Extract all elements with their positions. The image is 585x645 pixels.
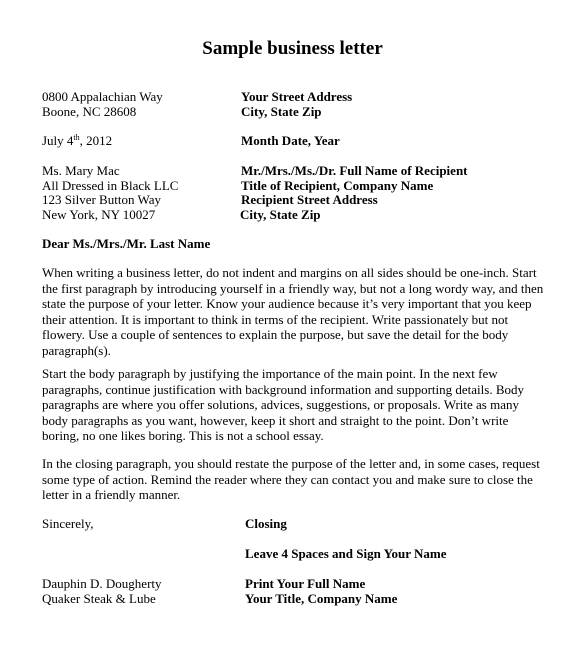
body-paragraph-2 bbox=[42, 366, 547, 444]
signature-hint: Leave 4 Spaces and Sign Your Name bbox=[245, 546, 447, 561]
recipient-street: 123 Silver Button Way bbox=[42, 192, 161, 207]
paragraph-line: paragraph(s). bbox=[42, 342, 111, 358]
closing-hint: Closing bbox=[245, 516, 287, 531]
paragraph-line: In the closing paragraph, you should restate the purpose of the letter and, in some cases, request bbox=[42, 456, 540, 471]
date-prefix: July 4 bbox=[42, 133, 74, 148]
date-suffix: th bbox=[73, 133, 80, 142]
date-year: , 2012 bbox=[79, 133, 113, 148]
recipient-company: All Dressed in Black LLC bbox=[42, 178, 179, 193]
recipient-city: New York, NY 10027 bbox=[42, 207, 156, 222]
paragraph-line: their attention. It is important to think in terms of the recipient. Write passionately but not bbox=[42, 311, 509, 327]
recipient-street-hint: Recipient Street Address bbox=[241, 192, 378, 207]
date-hint: Month Date, Year bbox=[241, 133, 340, 148]
signer-name: Dauphin D. Dougherty bbox=[42, 576, 162, 591]
paragraph-line: flowery. Use a couple of sentences to explain the purpose, but save the detail for the body bbox=[42, 327, 509, 343]
recipient-name: Ms. Mary Mac bbox=[42, 163, 120, 178]
letter-date bbox=[42, 133, 112, 149]
salutation: Dear Ms./Mrs./Mr. Last Name bbox=[42, 236, 211, 251]
sender-city: Boone, NC 28608 bbox=[42, 104, 137, 119]
signer-company-hint: Your Title, Company Name bbox=[245, 591, 398, 606]
recipient-name-hint: Mr./Mrs./Ms./Dr. Full Name of Recipient bbox=[241, 163, 468, 178]
body-paragraph-1 bbox=[42, 265, 547, 359]
paragraph-line: body paragraphs as you want, however, keep it short and straight to the point. Don’t write bbox=[42, 412, 509, 428]
paragraph-line: letter in a friendly manner. bbox=[42, 487, 181, 503]
paragraph-line: Start the body paragraph by justifying the importance of the main point. In the next few bbox=[42, 366, 498, 381]
paragraph-line: some type of action. Remind the reader where they can contact you and make sure to close the bbox=[42, 471, 533, 487]
sender-city-hint: City, State Zip bbox=[241, 104, 322, 119]
recipient-city-hint: City, State Zip bbox=[240, 207, 321, 222]
closing-word: Sincerely, bbox=[42, 516, 94, 531]
body-paragraph-3 bbox=[42, 456, 547, 503]
paragraph-line: paragraphs are where you offer solutions, advices, suggestions, or proposals. Write as many bbox=[42, 397, 519, 413]
sender-street-hint: Your Street Address bbox=[241, 89, 353, 104]
paragraph-line: When writing a business letter, do not indent and margins on all sides should be one-inch. Start bbox=[42, 265, 537, 280]
paragraph-line: paragraphs, continue justification with background information and supporting details. Body bbox=[42, 381, 524, 397]
signer-name-hint: Print Your Full Name bbox=[245, 576, 366, 591]
paragraph-line: the first paragraph by introducing yourself in a friendly way, but not a long wordy way, and then bbox=[42, 280, 544, 296]
signer-company: Quaker Steak & Lube bbox=[42, 591, 156, 606]
paragraph-line: boring, no one likes boring. This is not a school essay. bbox=[42, 428, 324, 444]
sender-street: 0800 Appalachian Way bbox=[42, 89, 163, 104]
page-title: Sample business letter bbox=[202, 38, 383, 59]
recipient-company-hint: Title of Recipient, Company Name bbox=[241, 178, 434, 193]
paragraph-line: state the purpose of your letter. Know your audience because it’s very important that you keep bbox=[42, 296, 532, 312]
